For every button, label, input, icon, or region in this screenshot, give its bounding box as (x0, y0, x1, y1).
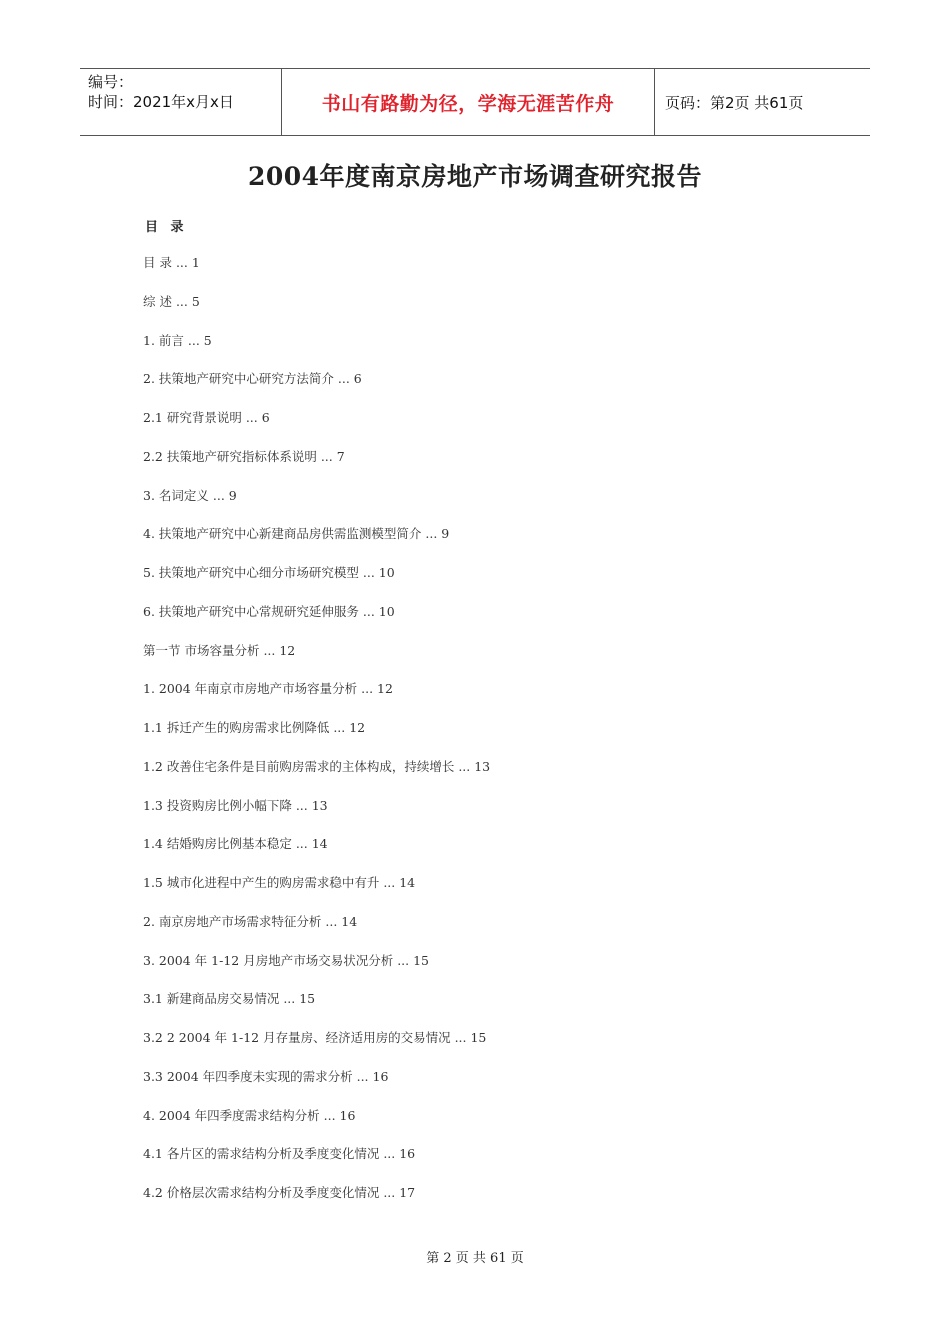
motto-text: 书山有路勤为径，学海无涯苦作舟 (281, 69, 655, 135)
toc-entry[interactable]: 3. 2004 年 1-12 月房地产市场交易状况分析 ... 15 (143, 952, 429, 968)
toc-entry[interactable]: 综 述 ... 5 (143, 293, 200, 309)
toc-entry[interactable]: 1. 2004 年南京市房地产市场容量分析 ... 12 (143, 681, 393, 697)
toc-entry[interactable]: 2.1 研究背景说明 ... 6 (143, 410, 270, 425)
document-title: 2004年度南京房地产市场调查研究报告 (247, 162, 703, 191)
toc-entry[interactable]: 2.2 扶策地产研究指标体系说明 ... 7 (143, 448, 345, 464)
toc-entry[interactable]: 3.1 新建商品房交易情况 ... 15 (143, 991, 316, 1007)
toc-entry[interactable]: 目 录 ... 1 (143, 255, 200, 270)
toc-entry[interactable]: 3.3 2004 年四季度未实现的需求分析 ... 16 (143, 1068, 389, 1084)
time-label: 时间：2021年x月x日 (88, 93, 234, 111)
table-of-contents (143, 255, 490, 1224)
toc-entry[interactable]: 1.1 拆迁产生的购房需求比例降低 ... 12 (143, 720, 366, 735)
page-footer: 第 2 页 共 61 页 (426, 1251, 524, 1266)
toc-entry[interactable]: 3.2 2 2004 年 1-12 月存量房、经济适用房的交易情况 ... 15 (143, 1030, 487, 1045)
toc-entry[interactable]: 4.2 价格层次需求结构分析及季度变化情况 ... 17 (143, 1185, 416, 1200)
toc-entry[interactable]: 第一节 市场容量分析 ... 12 (143, 642, 296, 658)
header-table (80, 68, 870, 136)
toc-entry[interactable]: 6. 扶策地产研究中心常规研究延伸服务 ... 10 (143, 603, 395, 619)
toc-entry[interactable]: 4. 2004 年四季度需求结构分析 ... 16 (143, 1107, 356, 1123)
toc-entry[interactable]: 1.2 改善住宅条件是目前购房需求的主体构成，持续增长 ... 13 (143, 758, 491, 774)
toc-entry[interactable]: 3. 名词定义 ... 9 (143, 487, 237, 503)
toc-entry[interactable]: 2. 扶策地产研究中心研究方法简介 ... 6 (143, 371, 362, 387)
toc-entry[interactable]: 1.5 城市化进程中产生的购房需求稳中有升 ... 14 (143, 875, 416, 890)
toc-entry[interactable]: 1. 前言 ... 5 (143, 332, 212, 348)
code-label: 编号： (88, 73, 134, 91)
header-meta-cell (80, 69, 281, 135)
toc-entry[interactable]: 2. 南京房地产市场需求特征分析 ... 14 (143, 913, 358, 929)
toc-heading: 目 录 (145, 220, 188, 235)
toc-entry[interactable]: 4.1 各片区的需求结构分析及季度变化情况 ... 16 (143, 1146, 416, 1162)
page-info: 页码：第2页 共61页 (665, 93, 804, 112)
toc-entry[interactable]: 1.3 投资购房比例小幅下降 ... 13 (143, 797, 328, 813)
toc-entry[interactable]: 5. 扶策地产研究中心细分市场研究模型 ... 10 (143, 565, 395, 580)
toc-entry[interactable]: 1.4 结婚购房比例基本稳定 ... 14 (143, 836, 328, 852)
toc-entry[interactable]: 4. 扶策地产研究中心新建商品房供需监测模型简介 ... 9 (143, 526, 450, 542)
